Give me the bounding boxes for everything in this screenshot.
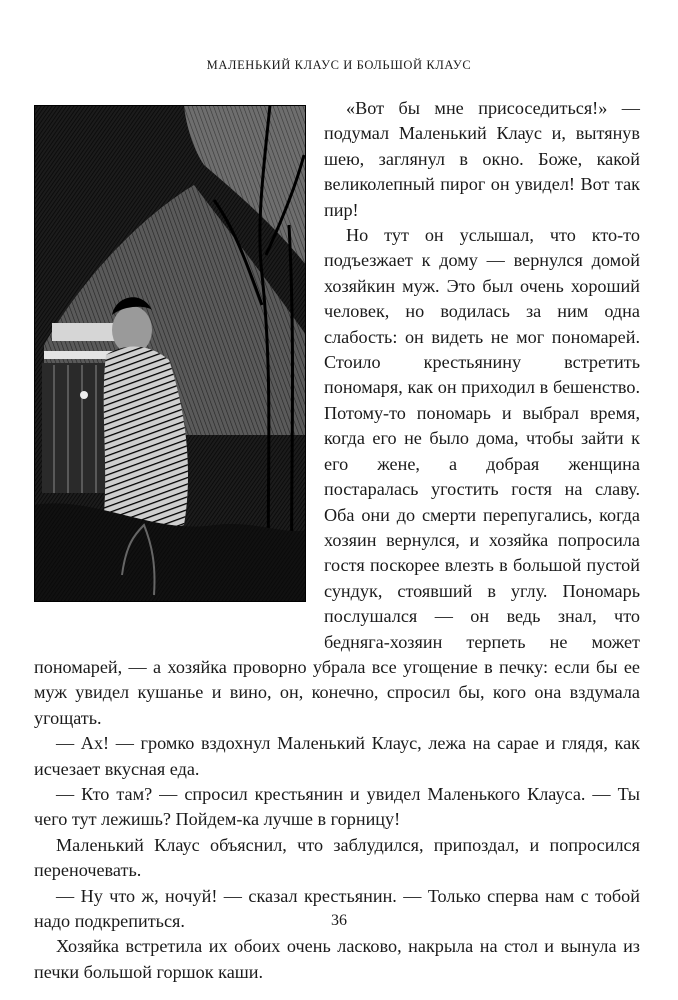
paragraph: — Ну что ж, ночуй! — сказал крестьянин. — Только сперва нам с тобой надо подкрепиться. — [34, 885, 640, 931]
paragraph: Хозяйка встретила их обоих очень ласково, накрыла на стол и вынула из печки большой горшок каши. — [34, 936, 640, 982]
body-text — [34, 96, 640, 985]
running-head: МАЛЕНЬКИЙ КЛАУС И БОЛЬШОЙ КЛАУС — [206, 58, 472, 72]
paragraph: «Вот бы мне присоседиться!» — подумал Маленький Клаус и, вытянув шею, заглянул в окно. Боже, какой великолепный пирог он увидел! Вот так пир! — [324, 98, 640, 220]
paragraph: — Ах! — громко вздохнул Маленький Клаус, лежа на сарае и глядя, как исчезает вкусная еда. — [34, 733, 640, 779]
paragraph: — Кто там? — спросил крестьянин и увидел Маленького Клауса. — Ты чего тут лежишь? Пойдем-ка лучше в горницу! — [34, 783, 640, 830]
illustration-float-spacer — [34, 96, 324, 636]
page-number: 36 — [331, 912, 347, 929]
paragraph: Но тут он услышал, что кто-то подъезжает к дому — вернулся домой хозяйкин муж. Это был очень хороший человек, но водилась за ним одна слабость: он видеть не мог пономарей. Стоило крестьянину встретить пономаря, как он приходил в бешенство. Потому-то пономарь и выбрал время, когда его не было дома, чтобы зайти к его жене, а добрая женщина постаралась угостить гостя на славу. Оба они до смерти перепугались, когда хозяин вернулся, и хозяйка попросила гостя поскорее влезть в большой пустой сундук, стоявший в углу. Пономарь послушался — он ведь знал, что бедняга-хозяин терпеть не может пономарей, — а хозяйка проворно убрала все угощение в печку: если бы ее муж увидел кушанье и вино, он, конечно, спросил бы, кого она вздумала угощать. — [34, 225, 640, 728]
paragraph: Маленький Клаус объяснил, что заблудился, припоздал, и попросился переночевать. — [34, 834, 640, 881]
